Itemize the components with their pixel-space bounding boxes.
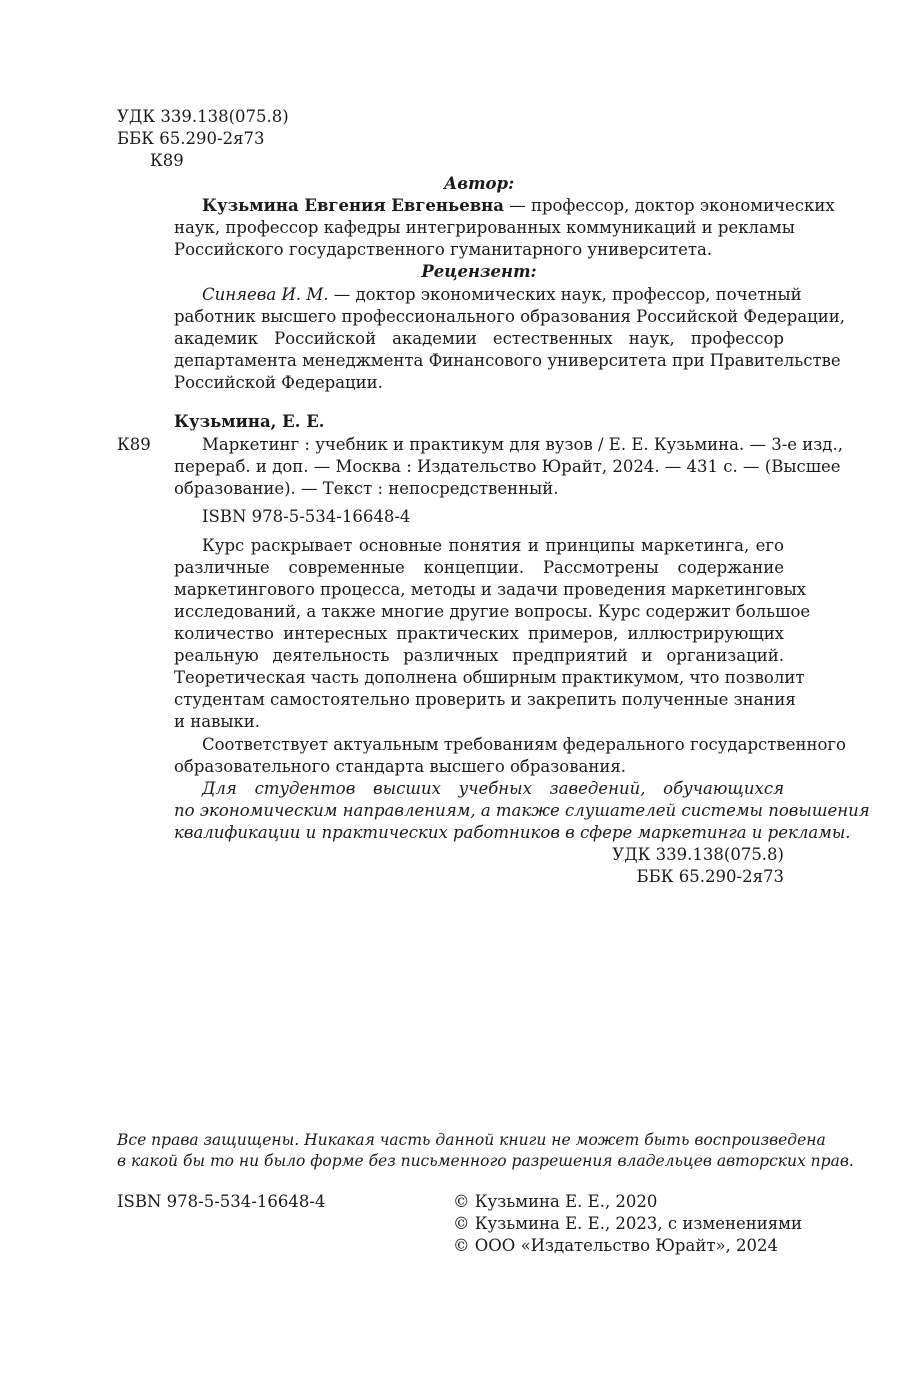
- udk-code: УДК 339.138(075.8): [117, 107, 289, 126]
- bib-isbn: ISBN 978-5-534-16648-4: [202, 507, 411, 526]
- rights-line-1: Все права защищены. Никакая часть данной книги не может быть воспроизведена: [117, 1131, 826, 1149]
- bib-line-3: образование). — Текст : непосредственный.: [174, 479, 559, 498]
- footer-isbn: ISBN 978-5-534-16648-4: [117, 1192, 326, 1211]
- reviewer-line-1: [202, 284, 802, 306]
- standard-line-2: образовательного стандарта высшего образования.: [174, 757, 626, 776]
- author-line-1: [202, 195, 835, 217]
- copyright-line-1: © Кузьмина Е. Е., 2020: [453, 1192, 658, 1211]
- annotation-line-7: Теоретическая часть дополнена обширным практикумом, что позволит: [174, 668, 805, 687]
- annotation-line-9: и навыки.: [174, 712, 261, 731]
- copyright-line-3: © ООО «Издательство Юрайт», 2024: [453, 1236, 779, 1255]
- author-line-2: наук, профессор кафедры интегрированных коммуникаций и рекламы: [174, 218, 795, 237]
- annotation-line-2: различные современные концепции. Рассмотрены содержание: [174, 558, 784, 577]
- bib-line-1: Маркетинг : учебник и практикум для вузов / Е. Е. Кузьмина. — 3-е изд.,: [202, 435, 843, 454]
- audience-line-1: Для студентов высших учебных заведений, обучающихся: [202, 779, 784, 798]
- bib-line-2: перераб. и доп. — Москва : Издательство Юрайт, 2024. — 431 с. — (Высшее: [174, 457, 841, 476]
- bib-author-sign: К89: [117, 435, 151, 454]
- annotation-line-8: студентам самостоятельно проверить и закрепить полученные знания: [174, 690, 796, 709]
- author-sign: К89: [150, 151, 184, 170]
- annotation-line-6: реальную деятельность различных предприятий и организаций.: [174, 646, 784, 665]
- copyright-line-2: © Кузьмина Е. Е., 2023, с изменениями: [453, 1214, 802, 1233]
- annotation-line-5: количество интересных практических примеров, иллюстрирующих: [174, 624, 784, 643]
- annotation-bbk: ББК 65.290-2я73: [636, 867, 784, 886]
- author-name: Кузьмина Евгения Евгеньевна: [202, 196, 504, 215]
- reviewer-name: Синяева И. М.: [202, 285, 329, 304]
- bbk-code: ББК 65.290-2я73: [117, 129, 265, 148]
- reviewer-line-5: Российской Федерации.: [174, 373, 383, 392]
- annotation-line-1: Курс раскрывает основные понятия и принципы маркетинга, его: [202, 536, 784, 555]
- reviewer-line-2: работник высшего профессионального образования Российской Федерации,: [174, 307, 846, 326]
- bib-author-heading: Кузьмина, Е. Е.: [174, 412, 325, 431]
- audience-line-3: квалификации и практических работников в сфере маркетинга и рекламы.: [174, 823, 851, 842]
- reviewer-desc: — доктор экономических наук, профессор, почетный: [328, 285, 802, 304]
- author-line-3: Российского государственного гуманитарного университета.: [174, 240, 713, 259]
- reviewer-line-3: академик Российской академии естественных наук, профессор: [174, 329, 784, 348]
- annotation-line-4: исследований, а также многие другие вопросы. Курс содержит большое: [174, 602, 811, 621]
- reviewer-heading: Рецензент:: [421, 262, 537, 281]
- standard-line-1: Соответствует актуальным требованиям федерального государственного: [202, 735, 846, 754]
- audience-line-2: по экономическим направлениям, а также слушателей системы повышения: [174, 801, 870, 820]
- annotation-udk: УДК 339.138(075.8): [612, 845, 784, 864]
- author-desc: — профессор, доктор экономических: [503, 196, 835, 215]
- reviewer-line-4: департамента менеджмента Финансового университета при Правительстве: [174, 351, 841, 370]
- rights-line-2: в какой бы то ни было форме без письменного разрешения владельцев авторских прав.: [117, 1152, 854, 1170]
- author-heading: Автор:: [443, 174, 515, 193]
- annotation-line-3: маркетингового процесса, методы и задачи проведения маркетинговых: [174, 580, 807, 599]
